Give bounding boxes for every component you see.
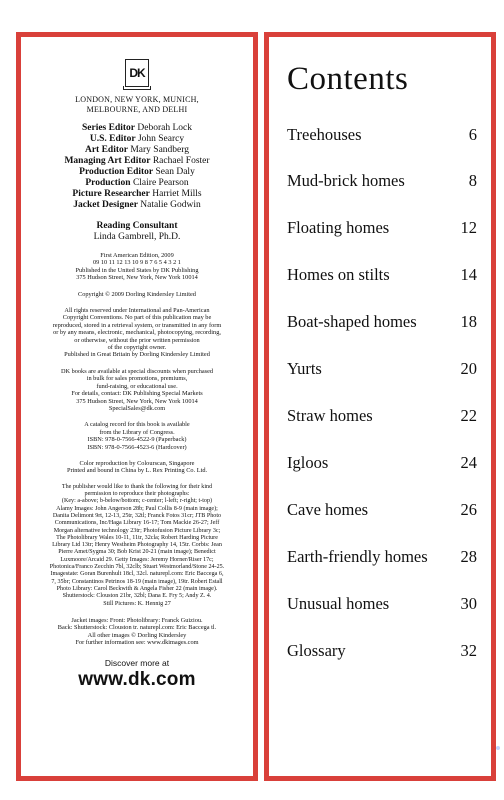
credit-name: John Searcy — [137, 134, 185, 144]
special-sales-line: For details, contact: DK Publishing Special Markets — [71, 390, 203, 398]
discover-more-text: Discover more at — [104, 658, 170, 669]
printing-line: Printed and bound in China by L. Rex Printing Co. Ltd. — [66, 467, 208, 475]
contents-page — [264, 32, 496, 781]
toc-label: Igloos — [287, 453, 329, 472]
toc-label: Glossary — [287, 641, 346, 660]
contents-title: Contents — [287, 61, 409, 97]
ack-line: Morgan alternative technology 23tr; Photofusion Picture Library 3c; — [53, 527, 221, 534]
credit-name: Deborah Lock — [137, 123, 193, 133]
toc-page-number: 32 — [460, 641, 477, 660]
credit-role: Production Editor — [79, 167, 154, 177]
printing-block — [31, 460, 243, 475]
copyright-line: Copyright © 2009 Dorling Kindersley Limited — [78, 290, 196, 298]
toc-label: Unusual homes — [287, 594, 390, 613]
toc-entry[interactable] — [287, 265, 477, 285]
toc-page-number: 8 — [468, 171, 477, 190]
ack-line: 7, 35br; Constantinos Petrinos 18-19 (main image), 19tr. Robert Estall — [51, 578, 223, 585]
dk-logo-text: DK — [129, 66, 145, 80]
rights-line: Published in Great Britain by Dorling Kindersley Limited — [64, 351, 210, 359]
ack-line: Danita Delimont 9rt, 12-13, 25tr, 32tl; Franck Fotos 31cr; JTB Photo — [52, 512, 222, 519]
credit-role: Art Editor — [84, 145, 128, 155]
toc-label: Treehouses — [287, 125, 362, 144]
special-sales-line: 375 Hudson Street, New York, New York 10014 — [76, 397, 198, 405]
credit-row — [31, 189, 243, 200]
rights-line: of the copyright owner. — [107, 344, 167, 352]
corner-dot — [496, 746, 500, 750]
catalog-line: A catalog record for this book is available — [84, 421, 190, 429]
credit-name: Harriet Mills — [152, 189, 202, 199]
toc-entry[interactable] — [287, 359, 477, 379]
toc-entry[interactable] — [287, 218, 477, 238]
special-sales-line: in bulk for sales promotions, premiums, — [86, 375, 188, 383]
jacket-line: For further information see: www.dkimages.com — [75, 639, 199, 647]
credit-role: Managing Art Editor — [64, 156, 151, 166]
toc-page-number: 6 — [468, 125, 477, 144]
credit-name: Claire Pearson — [132, 178, 189, 188]
rights-line: reproduced, stored in a retrieval system, or transmitted in any form — [52, 321, 222, 329]
toc-label: Earth-friendly homes — [287, 547, 428, 566]
ack-line: permission to reproduce their photographs: — [84, 491, 190, 498]
toc-label: Cave homes — [287, 500, 369, 519]
jacket-block — [31, 617, 243, 647]
copyright-content — [21, 37, 253, 776]
ack-line: Photo Library: Carol Beckwith & Angela Fisher 22 (main image). — [56, 585, 218, 592]
dk-logo — [125, 59, 149, 87]
credit-row — [31, 123, 243, 134]
toc-page-number: 18 — [460, 312, 477, 331]
catalog-line: ISBN: 978-0-7566-4523-6 (Hardcover) — [87, 443, 187, 451]
credit-row — [31, 156, 243, 167]
toc-page-number: 24 — [460, 453, 477, 472]
toc-label: Straw homes — [287, 406, 373, 425]
credit-name: Natalie Godwin — [140, 200, 201, 210]
special-sales-line: fund-raising, or educational use. — [96, 382, 178, 390]
credit-row — [31, 200, 243, 211]
toc-page-number: 22 — [460, 406, 477, 425]
toc-page-number: 20 — [460, 359, 477, 378]
toc-entry[interactable] — [287, 125, 477, 145]
ack-line: Communications, Inc/Haga Library 16-17; Tom Mackie 26-27; Jeff — [54, 520, 220, 527]
jacket-line: Back: Shutterstock: Clouston tr. naturepl.com: Eric Baccega tl. — [57, 624, 217, 632]
cities-line: LONDON, NEW YORK, MUNICH, — [75, 95, 199, 104]
credit-name: Sean Daly — [155, 167, 195, 177]
consultant-title: Reading Consultant — [96, 221, 178, 231]
toc-label: Mud-brick homes — [287, 171, 405, 190]
consultant-name: Linda Gambrell, Ph.D. — [93, 232, 181, 242]
toc-page-number: 26 — [460, 500, 477, 519]
toc-label: Homes on stilts — [287, 265, 390, 284]
credit-row — [31, 167, 243, 178]
toc-page-number: 12 — [460, 218, 477, 237]
credit-name: Rachael Foster — [152, 156, 210, 166]
toc-entry[interactable] — [287, 547, 477, 567]
catalog-block — [31, 421, 243, 451]
ack-line: The Photolibrary Wales 10-11, 11tr, 32cla; Robert Harding Picture — [56, 534, 218, 541]
toc-entry[interactable] — [287, 641, 477, 661]
ack-line: The publisher would like to thank the following for their kind — [61, 483, 213, 490]
credit-role: Series Editor — [81, 123, 136, 133]
credits-list — [31, 123, 243, 211]
edition-line: First American Edition, 2009 — [100, 252, 174, 259]
ack-line: Luxmoore/Arcaid 29. Getty Images: Jeremy Horner/Riser 17c; — [60, 556, 214, 563]
edition-block — [31, 252, 243, 282]
edition-line: Published in the United States by DK Publishing — [75, 266, 199, 274]
toc-label: Yurts — [287, 359, 322, 378]
credit-row — [31, 178, 243, 189]
special-sales-block — [31, 368, 243, 412]
cities-line: MELBOURNE, AND DELHI — [86, 105, 188, 114]
special-sales-line: DK books are available at special discounts when purchased — [60, 367, 214, 375]
credit-row — [31, 134, 243, 145]
copyright-page — [16, 32, 258, 781]
toc-entry[interactable] — [287, 453, 477, 473]
ack-line: Pierre Amet/Sygma 30; Bob Krist 20-21 (main image); Benedict — [58, 549, 216, 556]
rights-block — [31, 307, 243, 359]
acknowledgements-block — [31, 484, 243, 608]
ack-line: Imagestate: Goran Burenhult 18cl, 32cl. naturepl.com: Eric Baccega 6, — [50, 571, 224, 578]
credit-role: Production — [85, 178, 131, 188]
toc-page-number: 30 — [460, 594, 477, 613]
rights-line: Copyright Conventions. No part of this publication may be — [62, 314, 212, 322]
credit-role: Jacket Designer — [73, 200, 138, 210]
rights-line: All rights reserved under International and Pan-American — [64, 307, 210, 315]
toc-label: Boat-shaped homes — [287, 312, 417, 331]
toc-entry[interactable] — [287, 406, 477, 426]
publisher-cities — [31, 95, 243, 115]
toc-entry[interactable] — [287, 500, 477, 520]
contents-content — [269, 37, 491, 776]
ack-line: Still Pictures: K. Hennig 27 — [103, 600, 171, 607]
printing-line: Color reproduction by Colourscan, Singapore — [79, 459, 195, 467]
special-sales-line: SpecialSales@dk.com — [108, 404, 166, 412]
ack-line: Alamy Images: John Angerson 28b; Paul Collis 8-9 (main image); — [56, 505, 218, 512]
toc-page-number: 14 — [460, 265, 477, 284]
catalog-line: ISBN: 978-0-7566-4522-9 (Paperback) — [87, 436, 187, 444]
credit-name: Mary Sandberg — [130, 145, 190, 155]
rights-line: or otherwise, without the prior written permission — [74, 336, 200, 344]
edition-line: 09 10 11 12 13 10 9 8 7 6 5 4 3 2 1 — [93, 259, 181, 267]
rights-line: or by any means, electronic, mechanical, photocopying, recording, — [53, 329, 221, 337]
catalog-line: from the Library of Congress. — [99, 428, 175, 436]
credit-role: Picture Researcher — [72, 189, 150, 199]
toc-entry[interactable] — [287, 594, 477, 614]
toc-entry[interactable] — [287, 171, 477, 191]
ack-line: (Key: a-above; b-below/bottom; c-center; l-left; r-right; t-top) — [61, 498, 213, 505]
ack-line: Shutterstock: Clouston 21br, 32bl; Dana E. Fry 5; Andy Z. 4. — [62, 593, 212, 600]
ack-line: Photonica/Franco Zecchin 7bl, 32clb; Stuart Westmorland/Stone 24-25. — [49, 564, 225, 571]
toc-entry[interactable] — [287, 312, 477, 332]
credit-role: U.S. Editor — [89, 134, 136, 144]
credit-row — [31, 145, 243, 156]
toc-page-number: 28 — [460, 547, 477, 566]
dk-website-link[interactable]: www.dk.com — [78, 669, 196, 691]
toc-label: Floating homes — [287, 218, 390, 237]
jacket-line: Jacket images: Front: Photolibrary: Franck Guiziou. — [71, 616, 203, 624]
edition-line: 375 Hudson Street, New York, New York 10014 — [76, 274, 198, 282]
jacket-line: All other images © Dorling Kindersley — [87, 631, 187, 639]
ack-line: Library Ltd 13tr; Henry Westheim Photography 14, 15tr. Corbis: Jean — [52, 542, 222, 549]
